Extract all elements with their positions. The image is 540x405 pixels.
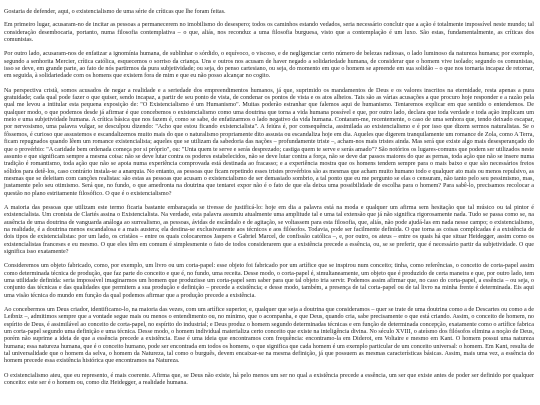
paragraph-atheist-existentialism: O existencialismo ateu, que eu represento, é mais coerente. Afirma que, se Deus não existe, há pelo menos um ser no qual a existência precede a essência, um ser que existe antes de poder ser definido por qualquer conceito: este ser é o homem ou, como diz Heidegger, a realidade humana. — [4, 372, 534, 387]
paragraph-definition: A maioria das pessoas que utilizam este termo ficaria bastante embaraçada se tivesse de justificá-lo: hoje em dia a palavra está na moda e qualquer um afirma sem hesitação que tal músico ou tal pintor é existencialista. Um cronista de Clartés assina o Existencialista. Na verdade, esta palavra assumiu atualmente uma amplitude tal e uma tal extensão que já não significa rigorosamente nada. Tudo se passa como se, na ausência de uma doutrina de vanguarda análoga ao surrealismo, as pessoas, ávidas de escândalo e de agitação, se voltassem para esta filosofia, que, aliás, não pode ajudá-las em nada nesse campo; o existencialismo, na realidade, é a doutrina menos escandalosa e a mais austera; ela destina-se exclusivamente aos técnicos e aos filósofos. Todavia, pode ser facilmente definida. O que torna as coisas complicadas é a existência de dois tipos de existencialistas: por um lado, os cristãos – entre os quais colocaremos Jaspers e Gabriel Marcel, de confissão católica –, e, por outro, os ateus – entre os quais há que situar Heidegger, assim como os existencialistas franceses e eu mesmo. O que eles têm em comum é simplesmente o fato de todos considerarem que a existência precede a essência, ou, se se preferir, que é necessário partir da subjetividade. O que significa isso exatamente? — [4, 204, 534, 255]
paragraph-intro: Gostaria de defender, aqui, o existencialismo de uma série de críticas que lhe foram feitas. — [4, 9, 226, 15]
paragraph-christian-critique: Na perspectiva cristã, somos acusados de negar a realidade e a seriedade dos empreendimentos humanos, já que, suprimido os mandamentos de Deus e os valores inscritos na eternidade, resta apenas a pura gratuidade; cada qual pode fazer o que quiser, sendo incapaz, a partir de seu ponto de vista, de condenar os pontos de vista e os atos alheios. Tais são as várias acusações a que procuro hoje responder e a razão pela qual me levou a intitular esta pequena exposição de: "O Existencialismo é um Humanismo". Muitas poderão estranhar que falemos aqui de humanismo. Tentaremos explicar em que sentido o entendemos. De qualquer modo, o que podemos desde já afirmar é que concebemos o existencialismo como uma doutrina que torna a vida humana possível e que, por outro lado, declara que toda verdade e toda ação implicam um meio e uma subjetividade humana. A crítica básica que nos fazem é, como se sabe, de enfatizarmos o lado negativo da vida humana. Contaram-me, recentemente, o caso de uma senhora que, tendo deixado escapar, por nervosismo, uma palavra vulgar, se desculpou dizendo: "Acho que estou ficando existencialista". A feiúra é, por consequência, assimilada ao existencialismo e é por isso que dizem sermos naturalistas. Se o fôssemos, é curioso que assustemos e escandalizemos muito mais do que o naturalismo propriamente dito assusta ou escandaliza hoje em dia. Aqueles que digerem tranquilamente um romance de Zola, como A Terra, ficam repugnados quando lêem um romance existencialista; aqueles que se utilizam da sabedoria das nações – profundamente triste –, acham-nos mais tristes ainda. Mas será que existe algo mais desesperançado do que o provérbio: "A caridade bem ordenada começa por si próprio", ou: "Unta quem te serve e serás desprezado; castiga quem te serve e serás amado"? São notórios os lugares-comuns que podem ser utilizados neste assunto e que significam sempre a mesma coisa: não se deve lutar contra os poderes estabelecidos, não se deve lutar contra a força, não se deve dar passos maiores do que as pernas, toda ação que não se insere numa tradição é romantismo, toda ação que não se apoia numa experiência comprovada está destinada ao fracasso; e a experiência mostra que os homens tendem sempre para o mais baixo e que são necessários freios sólidos para detê-los, caso contrário instala-se a anarquia. No entanto, as pessoas que ficam repetindo esses tristes provérbios são as mesmas que acham muito humano todo e qualquer ato mais ou menos repulsivo, as mesmas que se deleitam com canções realistas: são estas as pessoas que acusam o existencialismo de ser demasiado sombrio, a tal ponto que eu me pergunto se elas o censuram, não tanto pelo seu pessimismo, mas, justamente pelo seu otimismo. Será que, no fundo, o que amedronta na doutrina que tentarei expor não é o fato de que ela deixa uma possibilidade de escolha para o homem? Para sabê-lo, precisamos recolocar a questão no plano estritamente filosófico. O que é o existencialismo? — [4, 87, 534, 197]
paragraph-creator-god: Ao concebermos um Deus criador, identificamo-lo, na maioria das vezes, com um artífice superior, e, qualquer que seja a doutrina que consideramos – quer se trate de uma doutrina como a de Descartes ou como a de Leibniz –, admitimos sempre que a vontade segue mais ou menos o entendimento ou, no mínimo, que o acompanha, e que Deus, quando cria, sabe precisamente o que está criando. Assim, o conceito de homem, no espírito de Deus, é assimilável ao conceito de corta-papel, no espírito do industrial; e Deus produz o homem segundo determinadas técnicas e em função de determinada concepção, exatamente como o artífice fabrica um corta-papel segundo uma definição e uma técnica. Desse modo, o homem individual materializa certo conceito que existe na inteligência divina. No século XVIII, o ateísmo dos filósofos elimina a noção de Deus, porém não suprime a ideia de que a essência precede a existência. Esse é uma ideia que encontramos com frequência: encontramo-la em Diderot, em Voltaire e mesmo em Kant. O homem possui uma natureza humana; essa natureza humana, que é o conceito humano, pode ser encontrada em todos os homens, o que significa que cada homem é um exemplo particular de um conceito universal: o homem. Em Kant, resulta de tal universalidade que o homem da selva, o homem da Natureza, tal como o burguês, devem encaixar-se na mesma definição, já que possuem as mesmas características básicas. Assim, mais uma vez, a essência do homem precede essa existência histórica que encontramos na Natureza. — [4, 307, 534, 365]
paragraph-paper-knife: Consideremos um objeto fabricado, como, por exemplo, um livro ou um corta-papel: esse objeto foi fabricado por um artífice que se inspirou num conceito; tinha, como referências, o conceito de corta-papel assim como determinada técnica de produção, que faz parte do conceito e que é, no fundo, uma receita. Desse modo, o corta-papel é, simultaneamente, um objeto que é produzido de certa maneira e que, por outro lado, tem uma utilidade definida: seria impossível imaginarmos um homem que produzisse um corta-papel sem saber para que tal objeto iria servir. Podemos assim afirmar que, no caso do corta-papel, a essência – ou seja, o conjunto das técnicas e das qualidades que permitem a sua produção e definição – precede a existência; e desse modo, também, a presença de tal corta-papel ou de tal livro na minha frente é determinada. Eis aqui uma visão técnica do mundo em função da qual podemos afirmar que a produção precede a existência. — [4, 263, 534, 299]
paragraph-communist-critique: Em primeiro lugar, acusaram-no de incitar as pessoas a permanecerem no imobilismo do desespero; todos os caminhos estando vedados, seria necessário concluir que a ação é totalmente impossível neste mundo; tal consideração desembocaria, portanto, numa filosofia contemplativa – o que, aliás, nos reconduz a uma filosofia burguesa, visto que a contemplação é um luxo. São estas, fundamentalmente, as críticas dos comunistas. — [4, 22, 534, 44]
paragraph-ignominy-critique: Por outro lado, acusaram-nos de enfatizar a ignomínia humana, de sublinhar o sórdido, o equívoco, o viscoso, e de negligenciar certo número de belezas radiosas, o lado luminoso da natureza humana; por exemplo, segundo a senhorita Mercier, crítica católica, esquecemos o sorriso da criança. Uns e outros nos acusam de haver negado a solidariedade humana, de considerar que o homem vive isolado; segundo os comunistas, isso se deve, em grande parte, ao fato de nós partirmos da pura subjetividade; ou seja, do penso cartesiano, ou seja, do momento em que o homem se apreende em sua solidão – o que nos tornaria incapaz de retornar, em seguida, à solidariedade com os homens que existem fora de mim e que eu não posso alcançar no cogito. — [4, 51, 534, 80]
